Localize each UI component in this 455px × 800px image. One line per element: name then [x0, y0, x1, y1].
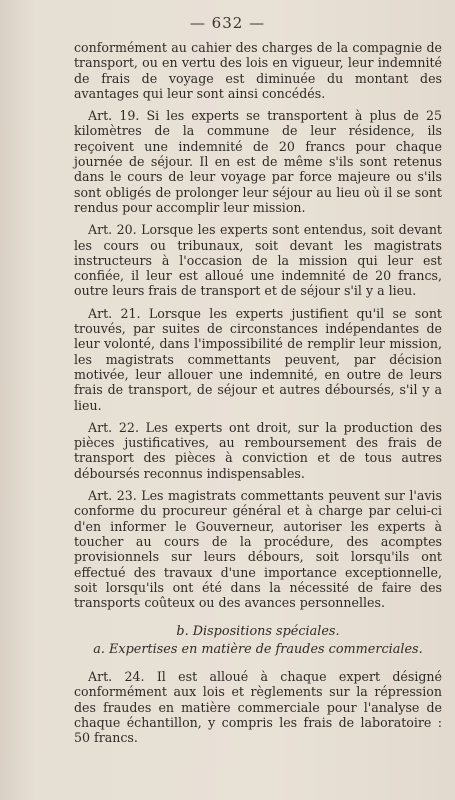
- article-23: Art. 23. Les magistrats commettants peuvent sur l'avis conforme du procureur général et à charge par celui-ci d'en informer le Gouverneur, autoriser les experts à toucher au cours de la procédure, des acomptes provisionnels sur leurs débours, soit lorsqu'ils ont effectué des travaux d'une importance exceptionnelle, soit lorsqu'ils ont été dans la nécessité de faire des transports coûteux ou des avances personnelles.: [74, 488, 442, 611]
- section-heading: b. Dispositions spéciales.: [176, 624, 340, 640]
- section-subheading: a. Expertises en matière de fraudes commerciales.: [93, 641, 423, 657]
- page-body: [74, 40, 442, 752]
- article-21: Art. 21. Lorsque les experts justifient qu'il se sont trouvés, par suites de circonstances indépendantes de leur volonté, dans l'impossibilité de remplir leur mission, les magistrats commettants peuvent, par décision motivée, leur allouer une indemnité, en outre de leurs frais de transport, de séjour et autres déboursés, s'il y a lieu.: [74, 305, 442, 413]
- article-19: Art. 19. Si les experts se transportent à plus de 25 kilomètres de la commune de leur résidence, ils reçoivent une indemnité de 20 francs pour chaque journée de séjour. Il en est de même s'ils sont retenus dans le cours de leur voyage par force majeure ou s'ils sont obligés de prolonger leur séjour au lieu où il se sont rendus pour accomplir leur mission.: [74, 108, 442, 215]
- paragraph-continuation: conformément au cahier des charges de la compagnie de transport, ou en vertu des lois en vigueur, leur indemnité de frais de voyage est diminuée du montant des avantages qui leur sont ainsi concédés.: [74, 40, 442, 101]
- article-22: Art. 22. Les experts ont droit, sur la production des pièces justificatives, au remboursement des frais de transport des pièces à conviction et de tous autres déboursés reconnus indispensables.: [74, 419, 442, 481]
- page-number: — 632 —: [189, 14, 266, 32]
- article-20: Art. 20. Lorsque les experts sont entendus, soit devant les cours ou tribunaux, soit devant les magistrats instructeurs à l'occasion de la mission qui leur est confiée, il leur est alloué une indemnité de 20 francs, outre leurs frais de transport et de séjour s'il y a lieu.: [74, 222, 442, 299]
- article-24: Art. 24. Il est alloué à chaque expert désigné conformément aux lois et règlements sur la répression des fraudes en matière commerciale pour l'analyse de chaque échantillon, y compris les frais de laboratoire : 50 francs.: [74, 668, 442, 746]
